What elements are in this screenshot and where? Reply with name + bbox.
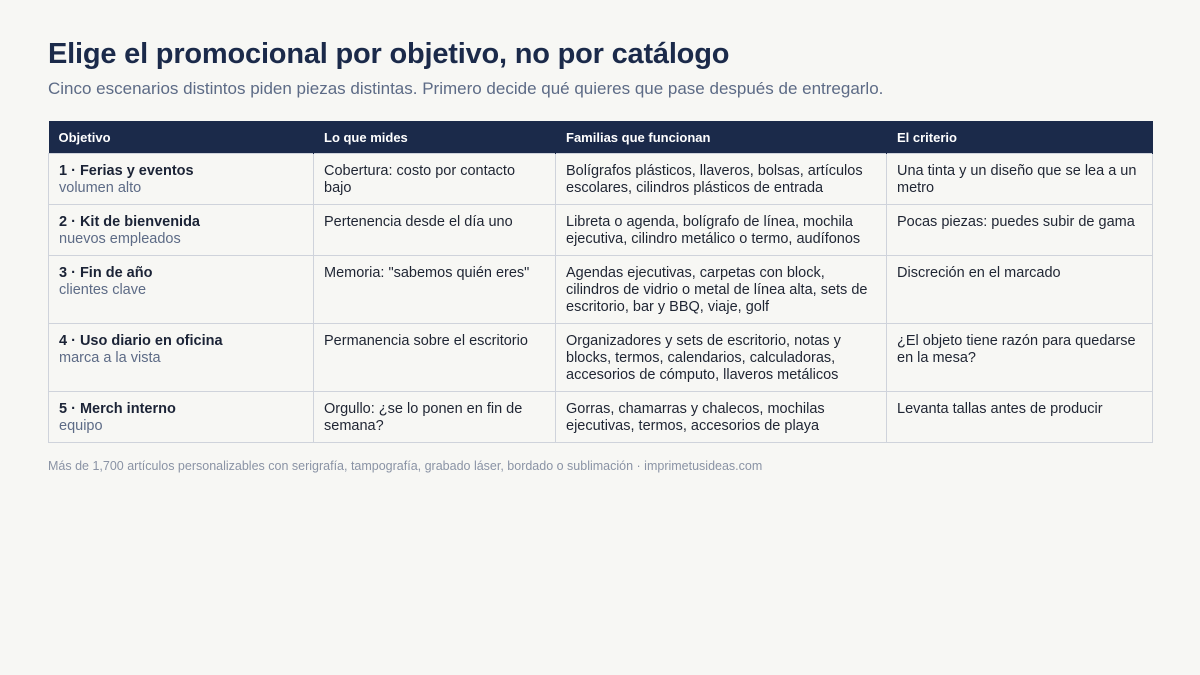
- column-header-lo-que-mides: Lo que mides: [314, 121, 556, 154]
- measure-cell: Orgullo: ¿se lo ponen en fin de semana?: [314, 392, 556, 443]
- families-cell: Agendas ejecutivas, carpetas con block, cilindros de vidrio o metal de línea alta, sets de escritorio, bar y BBQ, viaje, golf: [556, 256, 887, 324]
- objectives-table: [48, 121, 1153, 443]
- measure-cell: Permanencia sobre el escritorio: [314, 324, 556, 392]
- criterion-cell: ¿El objeto tiene razón para quedarse en la mesa?: [887, 324, 1153, 392]
- table-row: [49, 154, 1153, 205]
- criterion-cell: Pocas piezas: puedes subir de gama: [887, 205, 1153, 256]
- table-row: [49, 324, 1153, 392]
- table-row: [49, 205, 1153, 256]
- families-cell: Bolígrafos plásticos, llaveros, bolsas, artículos escolares, cilindros plásticos de entrada: [556, 154, 887, 205]
- table-body: [49, 154, 1153, 443]
- objective-subtitle: volumen alto: [59, 180, 142, 196]
- objective-cell: [49, 324, 314, 392]
- families-cell: Libreta o agenda, bolígrafo de línea, mochila ejecutiva, cilindro metálico o termo, audífonos: [556, 205, 887, 256]
- criterion-cell: Levanta tallas antes de producir: [887, 392, 1153, 443]
- objective-name: 5 · Merch interno: [59, 401, 176, 417]
- table-row: [49, 256, 1153, 324]
- objective-name: 4 · Uso diario en oficina: [59, 333, 223, 349]
- objective-cell: [49, 392, 314, 443]
- measure-cell: Cobertura: costo por contacto bajo: [314, 154, 556, 205]
- column-header-familias: Familias que funcionan: [556, 121, 887, 154]
- measure-cell: Pertenencia desde el día uno: [314, 205, 556, 256]
- table-header: [49, 121, 1153, 154]
- measure-cell: Memoria: "sabemos quién eres": [314, 256, 556, 324]
- objective-name: 3 · Fin de año: [59, 265, 153, 281]
- objective-name: 1 · Ferias y eventos: [59, 163, 194, 179]
- slide: [48, 36, 1152, 474]
- page-title: Elige el promocional por objetivo, no por catálogo: [48, 38, 730, 70]
- criterion-cell: Una tinta y un diseño que se lea a un metro: [887, 154, 1153, 205]
- objective-cell: [49, 154, 314, 205]
- objective-subtitle: nuevos empleados: [59, 231, 181, 247]
- families-cell: Organizadores y sets de escritorio, notas y blocks, termos, calendarios, calculadoras, accesorios de cómputo, llaveros metálicos: [556, 324, 887, 392]
- objective-cell: [49, 205, 314, 256]
- column-header-criterio: El criterio: [887, 121, 1153, 154]
- table-row: [49, 392, 1153, 443]
- page-subtitle: Cinco escenarios distintos piden piezas distintas. Primero decide qué quieres que pase después de entregarlo.: [48, 79, 884, 98]
- objective-subtitle: marca a la vista: [59, 350, 161, 366]
- objective-subtitle: equipo: [59, 418, 103, 434]
- footer-note: Más de 1,700 artículos personalizables con serigrafía, tampografía, grabado láser, bordado o sublimación · imprimetusideas.com: [48, 459, 763, 473]
- objective-subtitle: clientes clave: [59, 282, 147, 298]
- objective-name: 2 · Kit de bienvenida: [59, 214, 200, 230]
- objective-cell: [49, 256, 314, 324]
- table-header-row: [49, 121, 1153, 154]
- criterion-cell: Discreción en el marcado: [887, 256, 1153, 324]
- column-header-objetivo: Objetivo: [49, 121, 314, 154]
- families-cell: Gorras, chamarras y chalecos, mochilas ejecutivas, termos, accesorios de playa: [556, 392, 887, 443]
